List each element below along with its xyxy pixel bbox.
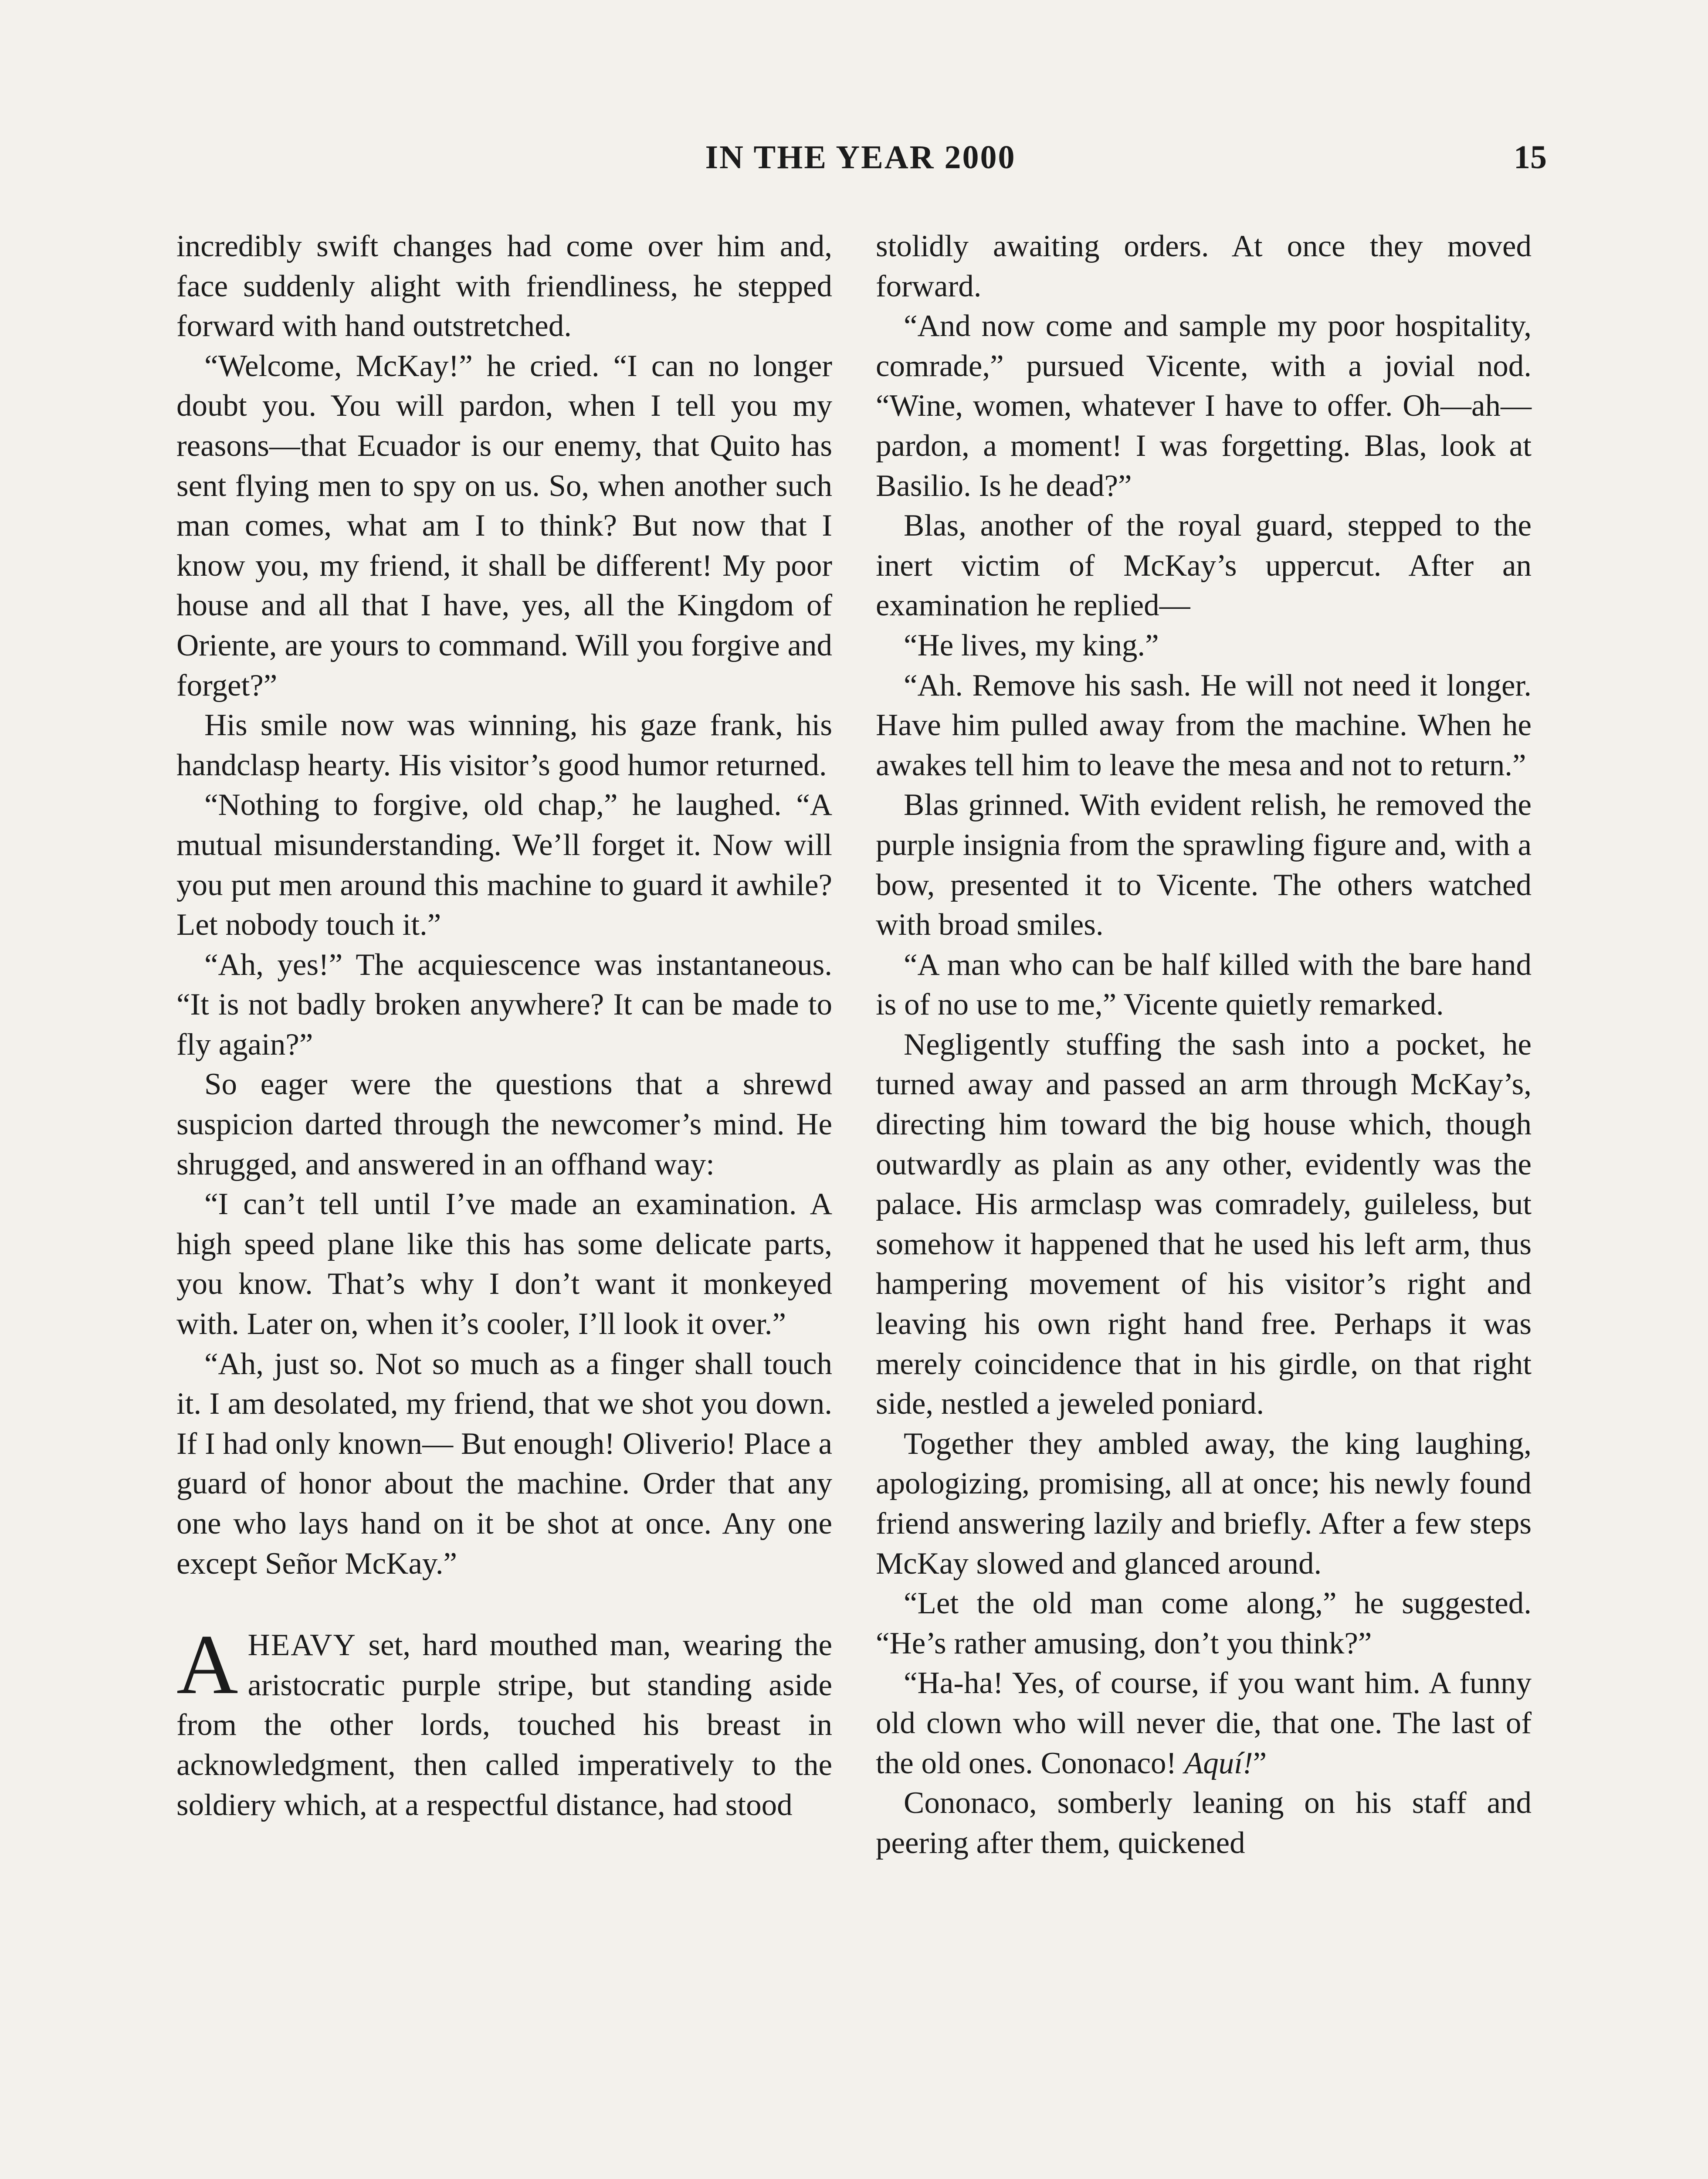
paragraph: Negligently stuffing the sash into a pocket, he turned away and passed an arm through McKay’s, directing him toward the big house which, though outwardly as plain as any other, evidently was the palace. His armclasp was comradely, guileless, but somehow it happened that he used his left arm, thus hampering movement of his visitor’s right and leaving his own right hand free. Perhaps it was merely coincidence that in his girdle, on that right side, nestled a jeweled poniard. <box>876 1027 1532 1421</box>
lead-in-caps: HEAVY <box>247 1628 356 1663</box>
paragraph: “Nothing to forgive, old chap,” he laughed. “A mutual misunderstanding. We’ll forget it. Now will you put men around this machine to guard it awhile? Let nobody touch it.” <box>176 788 832 942</box>
paragraph: So eager were the questions that a shrewd suspicion darted through the newcomer’s mind. He shrugged, and answered in an offhand way: <box>176 1067 832 1181</box>
paragraph: “Welcome, McKay!” he cried. “I can no longer doubt you. You will pardon, when I tell you my reasons—that Ecuador is our enemy, that Quito has sent flying men to spy on us. So, when another such man comes, what am I to think? But now that I know you, my friend, it shall be different! My poor house and all that I have, yes, all the Kingdom of Oriente, are yours to command. Will you forgive and forget?” <box>176 349 832 703</box>
paragraph: “Ah, just so. Not so much as a finger shall touch it. I am desolated, my friend, that we shot you down. If I had only known— But enough! Oliverio! Place a guard of honor about the machine. Order that any one who lays hand on it be shot at once. Any one except Señor McKay.” <box>176 1347 832 1581</box>
paragraph: incredibly swift changes had come over him and, face suddenly alight with friendliness, he stepped forward with hand outstretched. <box>176 229 832 343</box>
paragraph: Together they ambled away, the king laughing, apologizing, promising, all at once; his newly found friend answering lazily and briefly. After a few steps McKay slowed and glanced around. <box>876 1426 1532 1581</box>
left-column <box>176 227 832 1825</box>
paragraph: “Ah, yes!” The acquiescence was instantaneous. “It is not badly broken anywhere? It can be made to fly again?” <box>176 947 832 1062</box>
closing-quote: ” <box>1253 1746 1267 1780</box>
page-header <box>174 139 1547 187</box>
paragraph: “I can’t tell until I’ve made an examination. A high speed plane like this has some delicate parts, you know. That’s why I don’t want it monkeyed with. Later on, when it’s cooler, I’ll look it over.” <box>176 1187 832 1341</box>
paragraph: Blas, another of the royal guard, stepped to the inert victim of McKay’s uppercut. After an examination he replied— <box>876 509 1532 623</box>
drop-cap: A <box>176 1617 238 1712</box>
right-column <box>876 227 1532 1863</box>
paragraph: His smile now was winning, his gaze frank, his handclasp hearty. His visitor’s good humor returned. <box>176 708 832 782</box>
running-head: IN THE YEAR 2000 <box>705 139 1016 176</box>
section-opening-paragraph <box>176 1617 832 1825</box>
paragraph: “And now come and sample my poor hospitality, comrade,” pursued Vicente, with a jovial nod. “Wine, women, whatever I have to offer. Oh—ah—pardon, a moment! I was forgetting. Blas, look at Basilio. Is he dead?” <box>876 309 1532 503</box>
paragraph: “Ah. Remove his sash. He will not need it longer. Have him pulled away from the machine. When he awakes tell him to leave the mesa and not to return.” <box>876 668 1532 782</box>
page-number: 15 <box>1514 139 1547 176</box>
paragraph: “He lives, my king.” <box>904 628 1159 662</box>
paragraph: stolidly awaiting orders. At once they moved forward. <box>876 229 1532 303</box>
paragraph: Blas grinned. With evident relish, he removed the purple insignia from the sprawling figure and, with a bow, presented it to Vicente. The others watched with broad smiles. <box>876 788 1532 942</box>
paragraph <box>876 1663 1532 1783</box>
paragraph-text: “Ha-ha! Yes, of course, if you want him. A funny old clown who will never die, that one. The last of the old ones. Cononaco! <box>876 1666 1532 1780</box>
paragraph: “A man who can be half killed with the bare hand is of no use to me,” Vicente quietly remarked. <box>876 947 1532 1022</box>
paragraph: “Let the old man come along,” he suggested. “He’s rather amusing, don’t you think?” <box>876 1586 1532 1660</box>
italic-word: Aquí! <box>1184 1746 1253 1780</box>
paragraph: Cononaco, somberly leaning on his staff and peering after them, quickened <box>876 1786 1532 1860</box>
section-text: set, hard mouthed man, wearing the aristocratic purple stripe, but standing aside from the other lords, touched his breast in acknowledgment, then called imperatively to the soldiery which, at a respectful distance, had stood <box>176 1628 832 1822</box>
